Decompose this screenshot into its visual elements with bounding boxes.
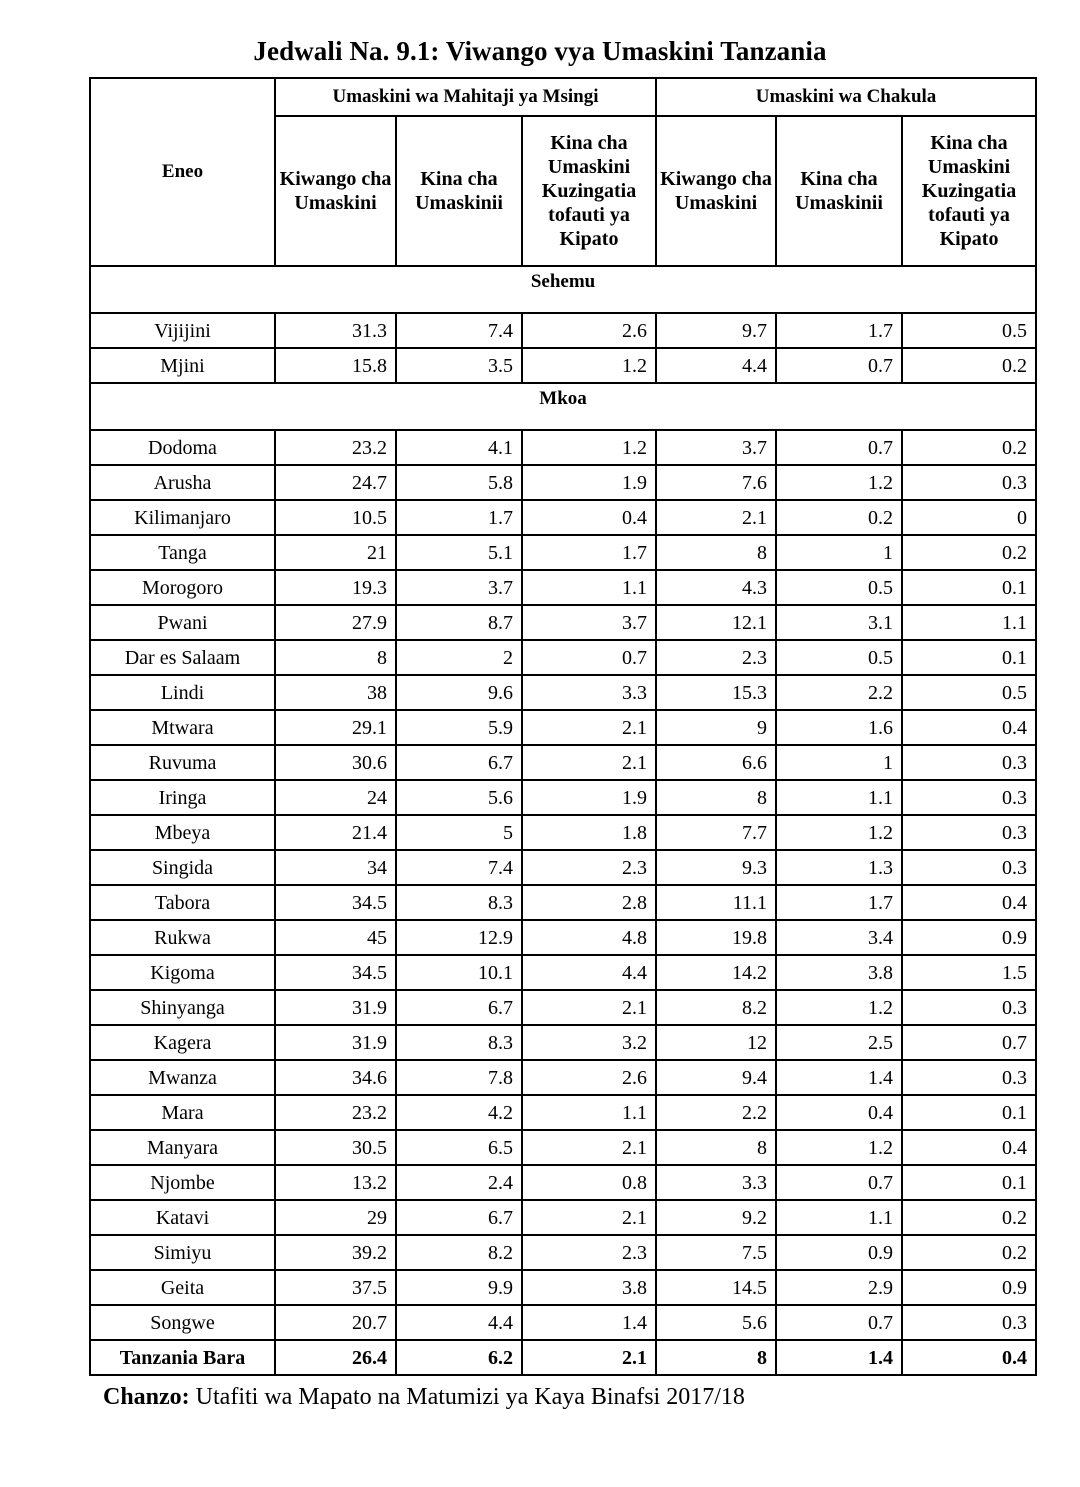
table-row — [90, 1025, 1036, 1060]
table-row — [90, 1235, 1036, 1270]
table-cell: 26.4 — [275, 1340, 396, 1375]
row-label: Tabora — [90, 885, 275, 920]
table-row — [90, 535, 1036, 570]
table-cell: 1.2 — [776, 815, 902, 850]
table-row — [90, 430, 1036, 465]
table-cell: 10.1 — [396, 955, 522, 990]
table-cell: 13.2 — [275, 1165, 396, 1200]
table-cell: 2.5 — [776, 1025, 902, 1060]
table-cell: 1.3 — [776, 850, 902, 885]
table-cell: 27.9 — [275, 605, 396, 640]
table-cell: 12.1 — [656, 605, 776, 640]
table-cell: 21 — [275, 535, 396, 570]
table-cell: 34 — [275, 850, 396, 885]
table-cell: 19.8 — [656, 920, 776, 955]
table-cell: 0.5 — [776, 570, 902, 605]
table-cell: 3.3 — [522, 675, 656, 710]
table-cell: 8.3 — [396, 885, 522, 920]
table-row — [90, 640, 1036, 675]
table-cell: 29 — [275, 1200, 396, 1235]
table-cell: 14.5 — [656, 1270, 776, 1305]
table-cell: 7.4 — [396, 313, 522, 348]
table-cell: 11.1 — [656, 885, 776, 920]
header-basic-depth: Kina cha Umaskinii — [396, 116, 522, 266]
table-cell: 0.9 — [776, 1235, 902, 1270]
table-cell: 0.5 — [902, 313, 1036, 348]
row-label: Tanga — [90, 535, 275, 570]
table-cell: 8.7 — [396, 605, 522, 640]
table-cell: 14.2 — [656, 955, 776, 990]
table-cell: 3.8 — [776, 955, 902, 990]
table-cell: 15.3 — [656, 675, 776, 710]
table-cell: 1.8 — [522, 815, 656, 850]
table-cell: 2.8 — [522, 885, 656, 920]
poverty-table — [89, 77, 1037, 1376]
table-cell: 3.3 — [656, 1165, 776, 1200]
table-cell: 1.2 — [776, 1130, 902, 1165]
row-label: Mwanza — [90, 1060, 275, 1095]
table-cell: 2.1 — [522, 1340, 656, 1375]
table-row — [90, 675, 1036, 710]
table-cell: 4.2 — [396, 1095, 522, 1130]
table-cell: 2.1 — [522, 710, 656, 745]
table-cell: 37.5 — [275, 1270, 396, 1305]
table-cell: 9.2 — [656, 1200, 776, 1235]
table-cell: 0.4 — [902, 1340, 1036, 1375]
table-cell: 4.4 — [522, 955, 656, 990]
table-cell: 1.4 — [776, 1340, 902, 1375]
table-row — [90, 348, 1036, 383]
table-cell: 1.7 — [776, 885, 902, 920]
table-cell: 0.2 — [902, 1235, 1036, 1270]
table-cell: 1.2 — [522, 430, 656, 465]
table-cell: 7.4 — [396, 850, 522, 885]
row-label: Pwani — [90, 605, 275, 640]
table-cell: 0.2 — [902, 1200, 1036, 1235]
table-cell: 0 — [902, 500, 1036, 535]
table-cell: 3.7 — [656, 430, 776, 465]
table-cell: 0.8 — [522, 1165, 656, 1200]
table-cell: 0.5 — [902, 675, 1036, 710]
row-label: Arusha — [90, 465, 275, 500]
table-row — [90, 1305, 1036, 1340]
table-cell: 12.9 — [396, 920, 522, 955]
table-cell: 1.9 — [522, 465, 656, 500]
table-cell: 6.7 — [396, 1200, 522, 1235]
row-label: Iringa — [90, 780, 275, 815]
table-cell: 3.7 — [396, 570, 522, 605]
table-cell: 30.5 — [275, 1130, 396, 1165]
table-cell: 10.5 — [275, 500, 396, 535]
table-cell: 6.5 — [396, 1130, 522, 1165]
table-cell: 2.3 — [522, 1235, 656, 1270]
table-cell: 1.2 — [776, 990, 902, 1025]
table-cell: 30.6 — [275, 745, 396, 780]
table-cell: 38 — [275, 675, 396, 710]
table-row — [90, 1165, 1036, 1200]
table-cell: 0.9 — [902, 1270, 1036, 1305]
table-cell: 0.4 — [902, 885, 1036, 920]
table-row — [90, 570, 1036, 605]
table-cell: 5 — [396, 815, 522, 850]
row-label: Mjini — [90, 348, 275, 383]
table-cell: 2.2 — [656, 1095, 776, 1130]
table-cell: 0.7 — [776, 430, 902, 465]
table-cell: 7.6 — [656, 465, 776, 500]
table-cell: 24 — [275, 780, 396, 815]
header-basic-severity: Kina cha Umaskini Kuzingatia tofauti ya Kipato — [522, 116, 656, 266]
table-cell: 3.8 — [522, 1270, 656, 1305]
table-cell: 0.7 — [522, 640, 656, 675]
table-cell: 1.9 — [522, 780, 656, 815]
section-label: Mkoa — [90, 383, 1036, 430]
table-row — [90, 745, 1036, 780]
table-cell: 0.3 — [902, 815, 1036, 850]
table-cell: 2.3 — [656, 640, 776, 675]
table-cell: 7.5 — [656, 1235, 776, 1270]
row-label: Dodoma — [90, 430, 275, 465]
table-cell: 2.2 — [776, 675, 902, 710]
table-cell: 1.1 — [522, 1095, 656, 1130]
table-cell: 20.7 — [275, 1305, 396, 1340]
table-cell: 2.1 — [656, 500, 776, 535]
table-cell: 0.4 — [902, 1130, 1036, 1165]
table-cell: 5.6 — [656, 1305, 776, 1340]
row-label: Kagera — [90, 1025, 275, 1060]
table-row — [90, 500, 1036, 535]
header-group-basic-needs: Umaskini wa Mahitaji ya Msingi — [275, 78, 656, 116]
table-cell: 0.3 — [902, 1305, 1036, 1340]
table-row — [90, 605, 1036, 640]
table-title: Jedwali Na. 9.1: Viwango vya Umaskini Tanzania — [253, 36, 827, 66]
table-cell: 1.2 — [776, 465, 902, 500]
source-text: Utafiti wa Mapato na Matumizi ya Kaya Binafsi 2017/18 — [189, 1384, 745, 1410]
table-cell: 6.7 — [396, 745, 522, 780]
header-food-severity: Kina cha Umaskini Kuzingatia tofauti ya Kipato — [902, 116, 1036, 266]
table-cell: 1.7 — [522, 535, 656, 570]
table-cell: 45 — [275, 920, 396, 955]
row-label: Vijijini — [90, 313, 275, 348]
table-cell: 3.1 — [776, 605, 902, 640]
table-cell: 24.7 — [275, 465, 396, 500]
table-cell: 29.1 — [275, 710, 396, 745]
table-row — [90, 1130, 1036, 1165]
table-cell: 1 — [776, 535, 902, 570]
table-cell: 5.9 — [396, 710, 522, 745]
table-cell: 3.4 — [776, 920, 902, 955]
table-row — [90, 815, 1036, 850]
table-cell: 1.7 — [776, 313, 902, 348]
table-cell: 0.2 — [776, 500, 902, 535]
table-cell: 0.5 — [776, 640, 902, 675]
row-label: Katavi — [90, 1200, 275, 1235]
row-label: Mbeya — [90, 815, 275, 850]
row-label: Singida — [90, 850, 275, 885]
table-cell: 0.1 — [902, 1165, 1036, 1200]
table-cell: 2.1 — [522, 1130, 656, 1165]
row-label: Simiyu — [90, 1235, 275, 1270]
table-cell: 2.6 — [522, 313, 656, 348]
table-cell: 6.6 — [656, 745, 776, 780]
table-row — [90, 1270, 1036, 1305]
table-cell: 21.4 — [275, 815, 396, 850]
table-cell: 7.7 — [656, 815, 776, 850]
table-row — [90, 465, 1036, 500]
table-cell: 0.2 — [902, 430, 1036, 465]
table-cell: 8 — [656, 1340, 776, 1375]
table-cell: 0.3 — [902, 780, 1036, 815]
header-group-food: Umaskini wa Chakula — [656, 78, 1036, 116]
table-cell: 9 — [656, 710, 776, 745]
table-cell: 0.2 — [902, 535, 1036, 570]
row-label: Rukwa — [90, 920, 275, 955]
table-cell: 2.3 — [522, 850, 656, 885]
table-cell: 2.6 — [522, 1060, 656, 1095]
row-label: Songwe — [90, 1305, 275, 1340]
table-cell: 1.4 — [522, 1305, 656, 1340]
table-cell: 0.7 — [776, 1305, 902, 1340]
table-cell: 2.4 — [396, 1165, 522, 1200]
table-cell: 1.1 — [776, 1200, 902, 1235]
row-label: Kigoma — [90, 955, 275, 990]
table-cell: 2 — [396, 640, 522, 675]
table-cell: 12 — [656, 1025, 776, 1060]
table-cell: 15.8 — [275, 348, 396, 383]
table-cell: 2.1 — [522, 1200, 656, 1235]
table-cell: 23.2 — [275, 1095, 396, 1130]
table-row — [90, 885, 1036, 920]
table-cell: 5.6 — [396, 780, 522, 815]
table-cell: 0.3 — [902, 990, 1036, 1025]
table-cell: 4.4 — [656, 348, 776, 383]
header-food-rate: Kiwango cha Umaskini — [656, 116, 776, 266]
table-cell: 1.1 — [902, 605, 1036, 640]
header-food-depth: Kina cha Umaskinii — [776, 116, 902, 266]
table-cell: 8 — [656, 780, 776, 815]
row-label: Tanzania Bara — [90, 1340, 275, 1375]
table-cell: 2.1 — [522, 745, 656, 780]
table-cell: 4.1 — [396, 430, 522, 465]
table-cell: 0.4 — [522, 500, 656, 535]
table-cell: 34.6 — [275, 1060, 396, 1095]
row-label: Manyara — [90, 1130, 275, 1165]
table-cell: 0.3 — [902, 465, 1036, 500]
table-cell: 9.4 — [656, 1060, 776, 1095]
section-label: Sehemu — [90, 266, 1036, 313]
table-cell: 4.3 — [656, 570, 776, 605]
row-label: Lindi — [90, 675, 275, 710]
table-cell: 6.7 — [396, 990, 522, 1025]
row-label: Shinyanga — [90, 990, 275, 1025]
table-cell: 6.2 — [396, 1340, 522, 1375]
table-cell: 0.7 — [776, 1165, 902, 1200]
header-basic-rate: Kiwango cha Umaskini — [275, 116, 396, 266]
table-cell: 34.5 — [275, 955, 396, 990]
table-cell: 3.2 — [522, 1025, 656, 1060]
row-label: Njombe — [90, 1165, 275, 1200]
table-row — [90, 850, 1036, 885]
table-cell: 3.7 — [522, 605, 656, 640]
table-cell: 5.1 — [396, 535, 522, 570]
section-header-row — [90, 383, 1036, 430]
table-row — [90, 1095, 1036, 1130]
table-cell: 0.4 — [902, 710, 1036, 745]
table-cell: 1 — [776, 745, 902, 780]
table-cell: 1.6 — [776, 710, 902, 745]
table-cell: 8 — [656, 535, 776, 570]
header-area: Eneo — [90, 78, 275, 266]
source-note — [103, 1384, 745, 1411]
table-cell: 0.1 — [902, 1095, 1036, 1130]
table-row — [90, 1060, 1036, 1095]
table-cell: 0.7 — [776, 348, 902, 383]
row-label: Dar es Salaam — [90, 640, 275, 675]
row-label: Geita — [90, 1270, 275, 1305]
table-cell: 0.2 — [902, 348, 1036, 383]
table-cell: 0.1 — [902, 570, 1036, 605]
table-cell: 4.8 — [522, 920, 656, 955]
table-cell: 8.2 — [396, 1235, 522, 1270]
table-cell: 2.1 — [522, 990, 656, 1025]
table-cell: 2.9 — [776, 1270, 902, 1305]
row-label: Morogoro — [90, 570, 275, 605]
row-label: Ruvuma — [90, 745, 275, 780]
total-row — [90, 1340, 1036, 1375]
table-cell: 8.3 — [396, 1025, 522, 1060]
row-label: Mara — [90, 1095, 275, 1130]
table-cell: 1.1 — [522, 570, 656, 605]
table-cell: 31.9 — [275, 990, 396, 1025]
table-cell: 31.9 — [275, 1025, 396, 1060]
table-row — [90, 780, 1036, 815]
table-cell: 0.9 — [902, 920, 1036, 955]
table-cell: 1.5 — [902, 955, 1036, 990]
table-cell: 7.8 — [396, 1060, 522, 1095]
table-body — [90, 266, 1036, 1375]
row-label: Kilimanjaro — [90, 500, 275, 535]
table-cell: 5.8 — [396, 465, 522, 500]
table-row — [90, 313, 1036, 348]
table-row — [90, 990, 1036, 1025]
table-cell: 0.4 — [776, 1095, 902, 1130]
table-cell: 23.2 — [275, 430, 396, 465]
table-row — [90, 920, 1036, 955]
table-cell: 0.7 — [902, 1025, 1036, 1060]
table-cell: 1.1 — [776, 780, 902, 815]
table-cell: 1.7 — [396, 500, 522, 535]
table-cell: 8 — [656, 1130, 776, 1165]
table-cell: 0.3 — [902, 850, 1036, 885]
section-header-row — [90, 266, 1036, 313]
table-cell: 34.5 — [275, 885, 396, 920]
table-cell: 9.7 — [656, 313, 776, 348]
table-cell: 19.3 — [275, 570, 396, 605]
table-cell: 9.3 — [656, 850, 776, 885]
table-cell: 39.2 — [275, 1235, 396, 1270]
table-row — [90, 1200, 1036, 1235]
table-cell: 0.1 — [902, 640, 1036, 675]
table-cell: 3.5 — [396, 348, 522, 383]
table-row — [90, 955, 1036, 990]
table-cell: 1.2 — [522, 348, 656, 383]
table-cell: 4.4 — [396, 1305, 522, 1340]
table-cell: 9.6 — [396, 675, 522, 710]
table-cell: 31.3 — [275, 313, 396, 348]
source-label: Chanzo: — [103, 1384, 190, 1410]
table-cell: 8 — [275, 640, 396, 675]
row-label: Mtwara — [90, 710, 275, 745]
table-cell: 8.2 — [656, 990, 776, 1025]
table-cell: 0.3 — [902, 745, 1036, 780]
table-cell: 0.3 — [902, 1060, 1036, 1095]
table-row — [90, 710, 1036, 745]
table-cell: 1.4 — [776, 1060, 902, 1095]
table-cell: 9.9 — [396, 1270, 522, 1305]
